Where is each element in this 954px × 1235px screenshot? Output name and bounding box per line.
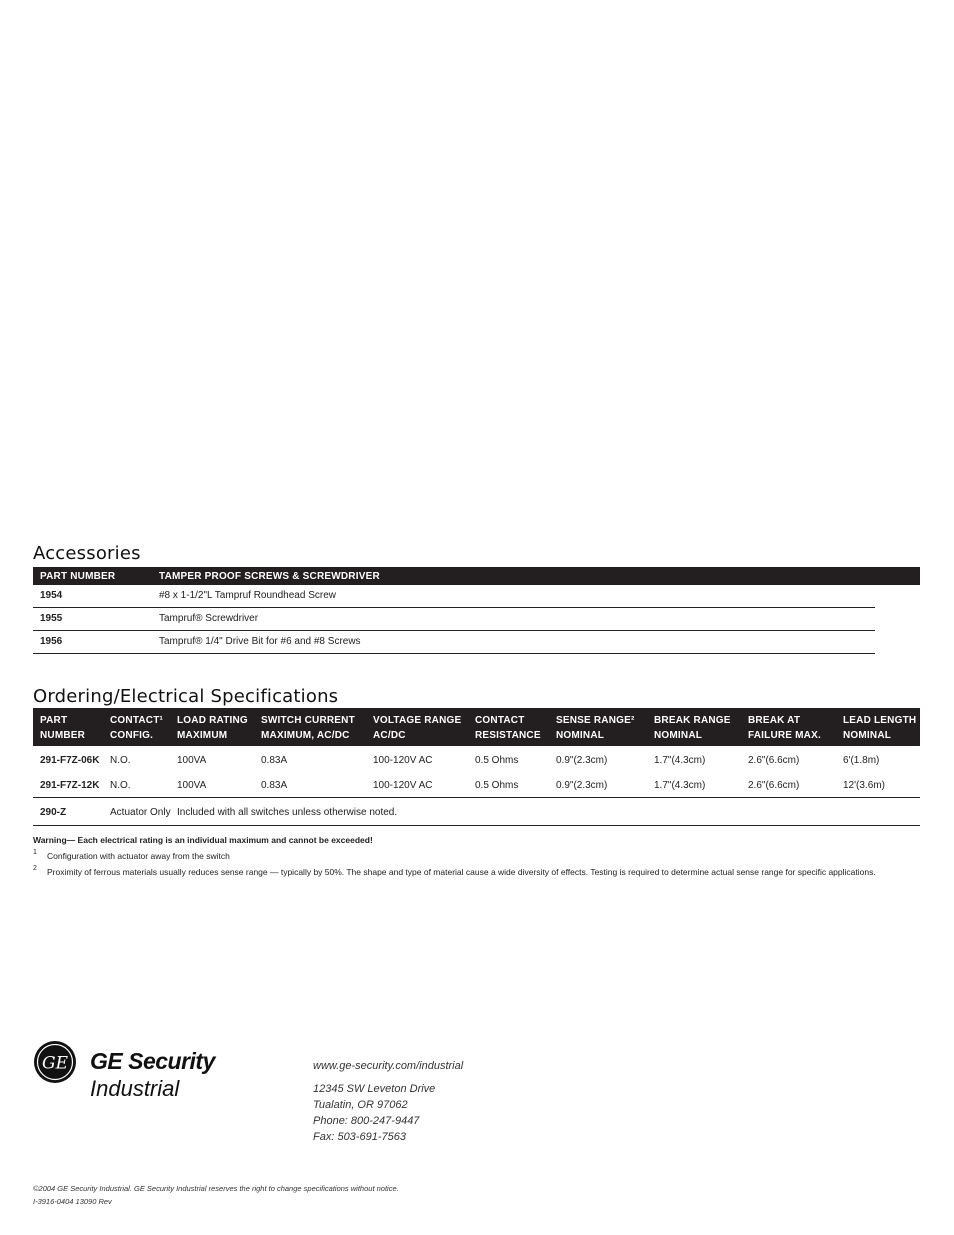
table-row — [33, 608, 875, 631]
part-number: 1956 — [40, 636, 63, 647]
part-description: Tampruf® 1/4" Drive Bit for #6 and #8 Screws — [159, 636, 361, 647]
part-number: 1954 — [40, 590, 63, 601]
header-sense-range: SENSE RANGE² NOMINAL — [556, 715, 635, 741]
part-number: 291-F7Z-06K — [40, 755, 100, 766]
header-break-range: BREAK RANGE NOMINAL — [654, 715, 731, 741]
sense-range: 0.9"(2.3cm) — [556, 780, 608, 791]
contact-config: Actuator Only — [110, 807, 171, 818]
svg-text:GE: GE — [42, 1053, 68, 1074]
voltage-range: 100-120V AC — [373, 755, 433, 766]
copyright: ©2004 GE Security Industrial. GE Security Industrial reserves the right to change specifications without notice. — [33, 1184, 399, 1193]
contact-config: N.O. — [110, 780, 131, 791]
ge-logo — [33, 1040, 77, 1084]
part-number: 291-F7Z-12K — [40, 780, 100, 791]
ordering-table-header — [33, 708, 920, 746]
lead-length: 12'(3.6m) — [843, 780, 885, 791]
header-part-number: PART NUMBER — [40, 571, 116, 582]
accessories-table-header — [33, 567, 920, 585]
table-row — [33, 773, 920, 798]
sense-range: 0.9"(2.3cm) — [556, 755, 608, 766]
table-row — [33, 631, 875, 654]
break-at-failure: 2.6"(6.6cm) — [748, 755, 800, 766]
switch-current: 0.83A — [261, 780, 288, 791]
header-contact-config: CONTACT¹ CONFIG. — [110, 715, 164, 741]
header-load-rating: LOAD RATING MAXIMUM — [177, 715, 248, 741]
warning-note: Warning— Each electrical rating is an individual maximum and cannot be exceeded! — [33, 835, 373, 845]
header-description: TAMPER PROOF SCREWS & SCREWDRIVER — [159, 571, 380, 582]
table-row — [33, 748, 920, 772]
accessories-title: Accessories — [33, 543, 141, 564]
header-break-at-failure: BREAK AT FAILURE MAX. — [748, 715, 821, 741]
part-number: 290-Z — [40, 807, 67, 818]
actuator-note: Included with all switches unless otherwise noted. — [177, 807, 398, 818]
address-street: 12345 SW Leveton Drive — [313, 1083, 436, 1095]
ordering-title: Ordering/Electrical Specifications — [33, 686, 339, 707]
contact-config: N.O. — [110, 755, 131, 766]
address-city: Tualatin, OR 97062 — [313, 1099, 408, 1111]
lead-length: 6'(1.8m) — [843, 755, 880, 766]
part-description: Tampruf® Screwdriver — [159, 613, 259, 624]
break-range: 1.7"(4.3cm) — [654, 780, 706, 791]
load-rating: 100VA — [177, 755, 207, 766]
table-row — [33, 585, 875, 608]
load-rating: 100VA — [177, 780, 207, 791]
header-voltage-range: VOLTAGE RANGE AC/DC — [373, 715, 462, 741]
break-range: 1.7"(4.3cm) — [654, 755, 706, 766]
contact-resistance: 0.5 Ohms — [475, 780, 519, 791]
header-lead-length: LEAD LENGTH NOMINAL — [843, 715, 917, 741]
header-part-number: PART NUMBER — [40, 715, 86, 741]
fax: Fax: 503-691-7563 — [313, 1131, 406, 1143]
part-description: #8 x 1-1/2"L Tampruf Roundhead Screw — [159, 590, 336, 601]
header-contact-resistance: CONTACT RESISTANCE — [475, 715, 541, 741]
brand-name: GE Security — [90, 1048, 215, 1074]
contact-resistance: 0.5 Ohms — [475, 755, 519, 766]
document-number: I-3916-0404 13090 Rev — [33, 1197, 112, 1206]
part-number: 1955 — [40, 613, 63, 624]
table-row — [33, 801, 920, 826]
phone: Phone: 800-247-9447 — [313, 1115, 420, 1127]
break-at-failure: 2.6"(6.6cm) — [748, 780, 800, 791]
voltage-range: 100-120V AC — [373, 780, 433, 791]
switch-current: 0.83A — [261, 755, 288, 766]
header-switch-current: SWITCH CURRENT MAXIMUM, AC/DC — [261, 715, 355, 741]
website-link[interactable]: www.ge-security.com/industrial — [313, 1060, 464, 1072]
brand-division: Industrial — [90, 1076, 180, 1101]
